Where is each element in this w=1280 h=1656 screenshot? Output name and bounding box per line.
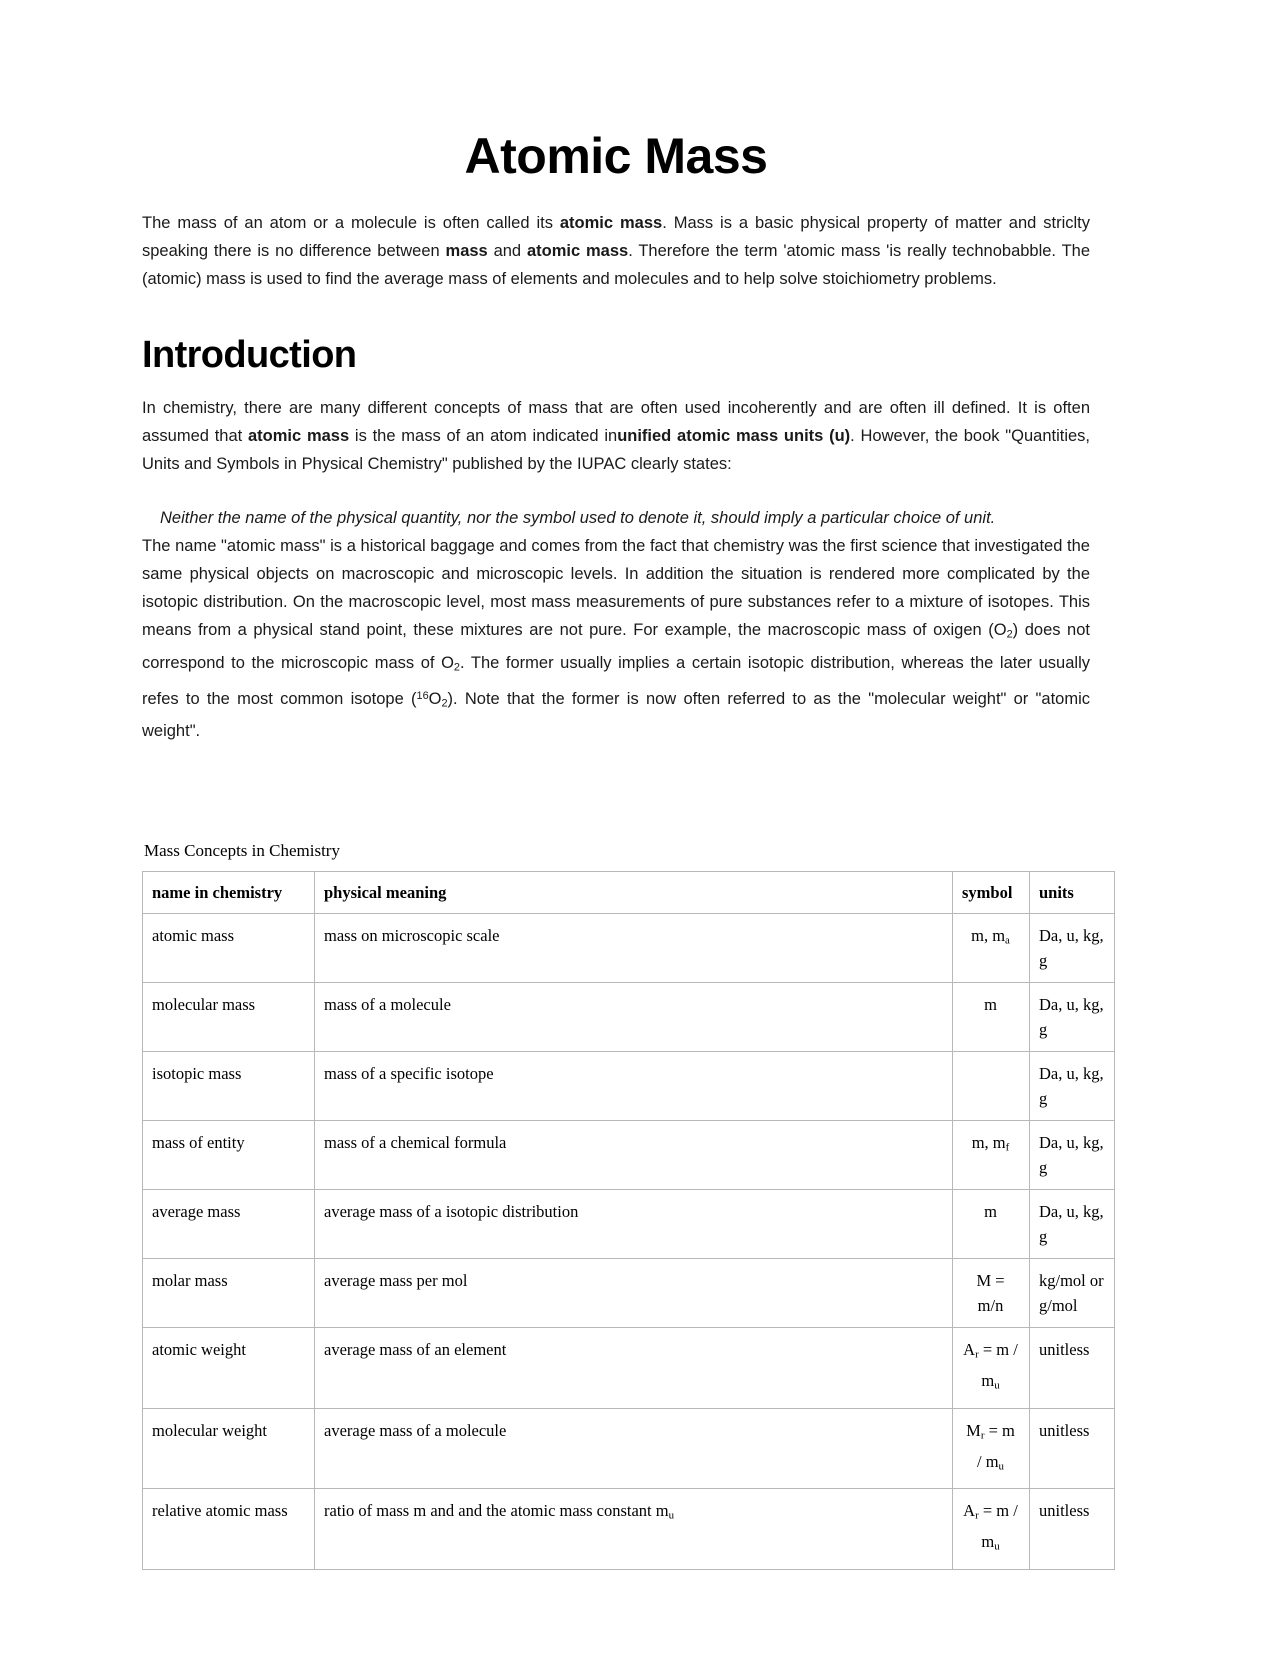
cell-symbol-subscript: r	[980, 1429, 985, 1442]
section-bold-2: unified atomic mass units (u)	[617, 427, 851, 446]
cell-symbol-subscript-2: u	[994, 1540, 1000, 1553]
table-row	[143, 1190, 1115, 1259]
para2-text-5: ). Note that the former is now often referred to as the "molecular weight" or "atomic weight".	[142, 689, 1090, 741]
table-body	[143, 914, 1115, 1569]
section-heading-introduction: Introduction	[142, 333, 357, 376]
intro-text-3: and	[487, 241, 527, 260]
table-caption: Mass Concepts in Chemistry	[144, 841, 340, 861]
cell-meaning: average mass of a molecule	[315, 1408, 953, 1488]
para2-sup-1: 16	[416, 689, 429, 702]
cell-symbol-subscript: f	[1005, 1142, 1010, 1155]
para2-sub-3: 2	[441, 697, 448, 710]
cell-symbol: $A_r = m / m_u$	[953, 1328, 1030, 1408]
cell-symbol-subscript: r	[975, 1509, 979, 1522]
table-header-row	[143, 872, 1115, 914]
cell-name: average mass	[143, 1190, 315, 1259]
cell-name: atomic mass	[143, 914, 315, 983]
column-header-symbol: symbol	[953, 872, 1030, 914]
para2-text-1: The name "atomic mass" is a historical baggage and comes from the fact that chemistry was the first science that investigated the same physical objects on macroscopic and microscopic levels. In addition the situation is rendered more complicated by the isotopic distribution. On the macroscopic level, most mass measurements of pure substances refer to a mixture of isotopes. This means from a physical stand point, these mixtures are not pure. For example, the macroscopic mass of oxigen (O	[142, 537, 1090, 640]
cell-units: kg/mol or g/mol	[1030, 1259, 1115, 1328]
para2-sub-2: 2	[453, 661, 460, 674]
cell-name: molecular mass	[143, 983, 315, 1052]
intro-text-1: The mass of an atom or a molecule is often called its	[142, 213, 560, 232]
section-text-2: is the mass of an atom indicated in	[349, 427, 618, 446]
cell-units: unitless	[1030, 1408, 1115, 1488]
cell-name: molar mass	[143, 1259, 315, 1328]
cell-symbol: m, $m_f$	[953, 1121, 1030, 1190]
cell-symbol-subscript-2: u	[998, 1460, 1004, 1473]
cell-symbol: $M_r = m / m_u$	[953, 1408, 1030, 1488]
cell-units: unitless	[1030, 1489, 1115, 1569]
cell-symbol: m	[953, 1190, 1030, 1259]
para2-text-2: ) does not correspond to the microscopic mass of O	[142, 621, 1090, 673]
table-row	[143, 1489, 1115, 1569]
cell-symbol: m	[953, 983, 1030, 1052]
page-title: Atomic Mass	[464, 128, 768, 184]
cell-units: Da, u, kg, g	[1030, 914, 1115, 983]
para2-text-4: O	[428, 689, 442, 708]
cell-units: Da, u, kg, g	[1030, 1052, 1115, 1121]
cell-units: unitless	[1030, 1328, 1115, 1408]
cell-units: Da, u, kg, g	[1030, 983, 1115, 1052]
intro-text-4: . Therefore the term 'atomic mass 'is really technobabble. The (atomic) mass is used to find the average mass of elements and molecules and to help solve stoichiometry problems.	[142, 241, 1090, 288]
iupac-quote: Neither the name of the physical quantity, nor the symbol used to denote it, should imply a particular choice of unit.	[160, 509, 996, 528]
cell-symbol-subscript: r	[975, 1349, 979, 1362]
introduction-paragraph	[142, 394, 1090, 478]
cell-name: relative atomic mass	[143, 1489, 315, 1569]
table-row	[143, 983, 1115, 1052]
cell-meaning: mass of a chemical formula	[315, 1121, 953, 1190]
section-text-3: . However, the book "Quantities, Units and Symbols in Physical Chemistry" published by the IUPAC clearly states:	[142, 427, 1091, 474]
intro-bold-2: mass	[445, 241, 488, 260]
column-header-units: units	[1030, 872, 1115, 914]
cell-meaning: ratio of mass m and and the atomic mass constant $m_u$	[315, 1489, 953, 1569]
introduction-paragraph-2	[142, 532, 1090, 745]
cell-meaning: mass of a specific isotope	[315, 1052, 953, 1121]
column-header-name: name in chemistry	[143, 872, 315, 914]
intro-bold-1: atomic mass	[559, 213, 663, 232]
cell-symbol: $A_r = m / m_u$	[953, 1489, 1030, 1569]
mass-concepts-table	[142, 871, 1115, 1569]
table-row	[143, 914, 1115, 983]
cell-symbol: M = m/n	[953, 1259, 1030, 1328]
cell-units: Da, u, kg, g	[1030, 1190, 1115, 1259]
cell-units: Da, u, kg, g	[1030, 1121, 1115, 1190]
para2-text-3: . The former usually implies a certain isotopic distribution, whereas the later usually refes to the most common isotope (	[142, 654, 1090, 708]
cell-name: mass of entity	[143, 1121, 315, 1190]
table-row	[143, 1052, 1115, 1121]
cell-symbol-subscript-2: u	[994, 1379, 1000, 1392]
intro-paragraph	[142, 209, 1090, 293]
cell-symbol-subscript: a	[1005, 935, 1010, 948]
column-header-meaning: physical meaning	[315, 872, 953, 914]
cell-meaning: average mass per mol	[315, 1259, 953, 1328]
table-row	[143, 1121, 1115, 1190]
cell-name: atomic weight	[143, 1328, 315, 1408]
cell-meaning-subscript: u	[668, 1509, 675, 1522]
section-text-1: In chemistry, there are many different concepts of mass that are often used incoherently and are often ill defined. It is often assumed that	[142, 399, 1090, 446]
cell-name: isotopic mass	[143, 1052, 315, 1121]
intro-bold-3: atomic mass	[526, 241, 629, 260]
table-row	[143, 1408, 1115, 1488]
cell-meaning: mass of a molecule	[315, 983, 953, 1052]
cell-symbol	[953, 1052, 1030, 1121]
cell-meaning: mass on microscopic scale	[315, 914, 953, 983]
para2-sub-1: 2	[1006, 629, 1013, 642]
intro-text-2: . Mass is a basic physical property of matter and striclty speaking there is no difference between	[142, 213, 1090, 260]
table-row	[143, 1259, 1115, 1328]
cell-symbol: m, $m_a$	[953, 914, 1030, 983]
section-bold-1: atomic mass	[248, 427, 350, 446]
cell-name: molecular weight	[143, 1408, 315, 1488]
cell-meaning: average mass of a isotopic distribution	[315, 1190, 953, 1259]
cell-meaning: average mass of an element	[315, 1328, 953, 1408]
table-row	[143, 1328, 1115, 1408]
